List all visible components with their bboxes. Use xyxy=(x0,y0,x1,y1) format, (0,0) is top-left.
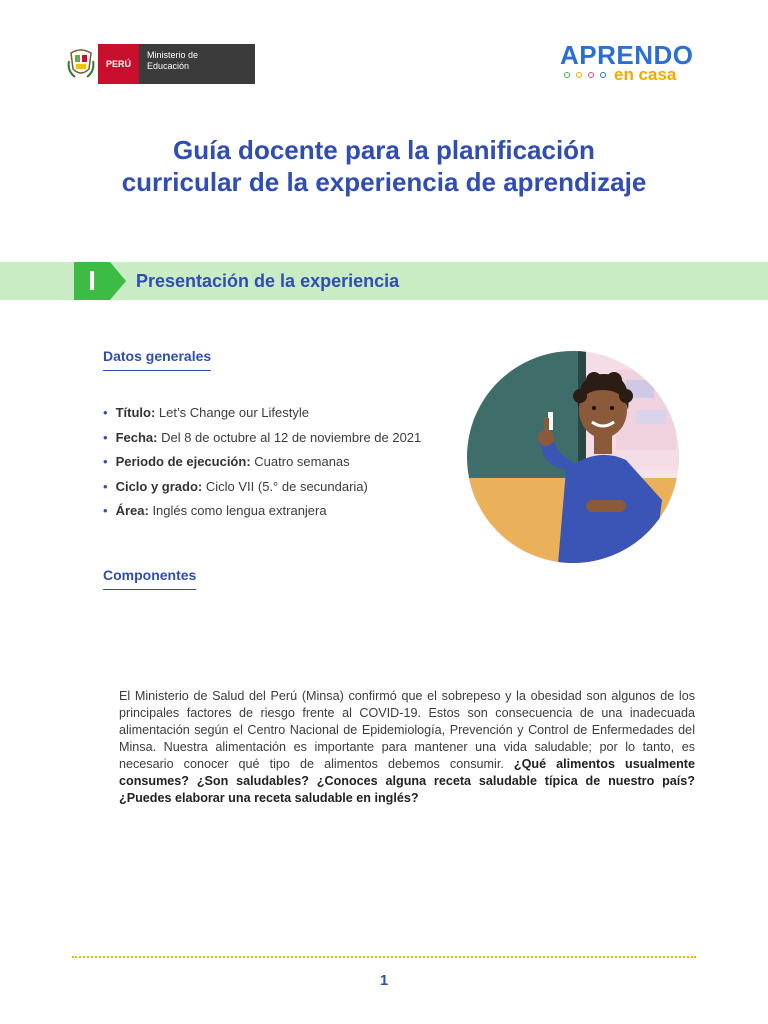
teacher-illustration xyxy=(466,350,680,564)
bullet-icon: • xyxy=(103,405,108,420)
page-number: 1 xyxy=(379,972,389,989)
bullet-icon: • xyxy=(103,454,108,469)
list-item: • Área: Inglés como lengua extranjera xyxy=(103,503,327,518)
document-title-line2: curricular de la experiencia de aprendizaje xyxy=(121,167,647,197)
brand-subtitle: en casa xyxy=(614,65,677,84)
section-arrow-icon xyxy=(110,262,126,300)
footer-divider xyxy=(72,956,696,958)
datos-generales-list xyxy=(103,404,421,527)
brand-dots-icon xyxy=(564,72,606,78)
coat-of-arms-icon xyxy=(64,44,98,84)
ministry-logo xyxy=(64,44,255,84)
peru-label: PERÚ xyxy=(98,44,139,84)
bullet-icon: • xyxy=(103,478,108,494)
brand-title: APRENDO xyxy=(560,40,694,70)
componentes-questions: ¿Qué alimentos usualmente consumes? ¿Son saludables? ¿Conoces alguna receta saludable típica de nuestro país? ¿Puedes elaborar una receta saludable en inglés? xyxy=(119,757,696,805)
componentes-heading: Componentes xyxy=(103,567,196,590)
list-item: • Periodo de ejecución: Cuatro semanas xyxy=(103,454,350,469)
list-item: • Fecha: Del 8 de octubre al 12 de noviembre de 2021 xyxy=(103,429,422,445)
document-title xyxy=(0,134,768,198)
section-number: I xyxy=(74,262,110,300)
bullet-icon: • xyxy=(103,503,108,518)
ministry-label: Ministerio de Educación xyxy=(139,44,255,84)
componentes-text: El Ministerio de Salud del Perú (Minsa) confirmó que el sobrepeso y la obesidad son algunos de los principales factores de riesgo frente al COVID-19. Estos son consecuencia de una inadecuada alimentación según el Centro Nacional de Epidemiología, Prevención y Control de Enfermedades del Minsa. Nuestra alimentación es importante para mantener una vida saludable; por lo tanto, es necesario conocer qué tipo de alimentos debemos consumir. xyxy=(119,689,695,771)
aprendo-en-casa-logo xyxy=(560,42,700,84)
list-item: • Ciclo y grado: Ciclo VII (5.° de secundaria) xyxy=(103,478,368,494)
componentes-paragraph xyxy=(119,688,695,807)
document-title-line1: Guía docente para la planificación xyxy=(173,135,595,165)
bullet-icon: • xyxy=(103,429,108,445)
datos-generales-heading: Datos generales xyxy=(103,348,211,371)
section-title: Presentación de la experiencia xyxy=(136,271,400,291)
list-item: • Título: Let’s Change our Lifestyle xyxy=(103,405,309,420)
